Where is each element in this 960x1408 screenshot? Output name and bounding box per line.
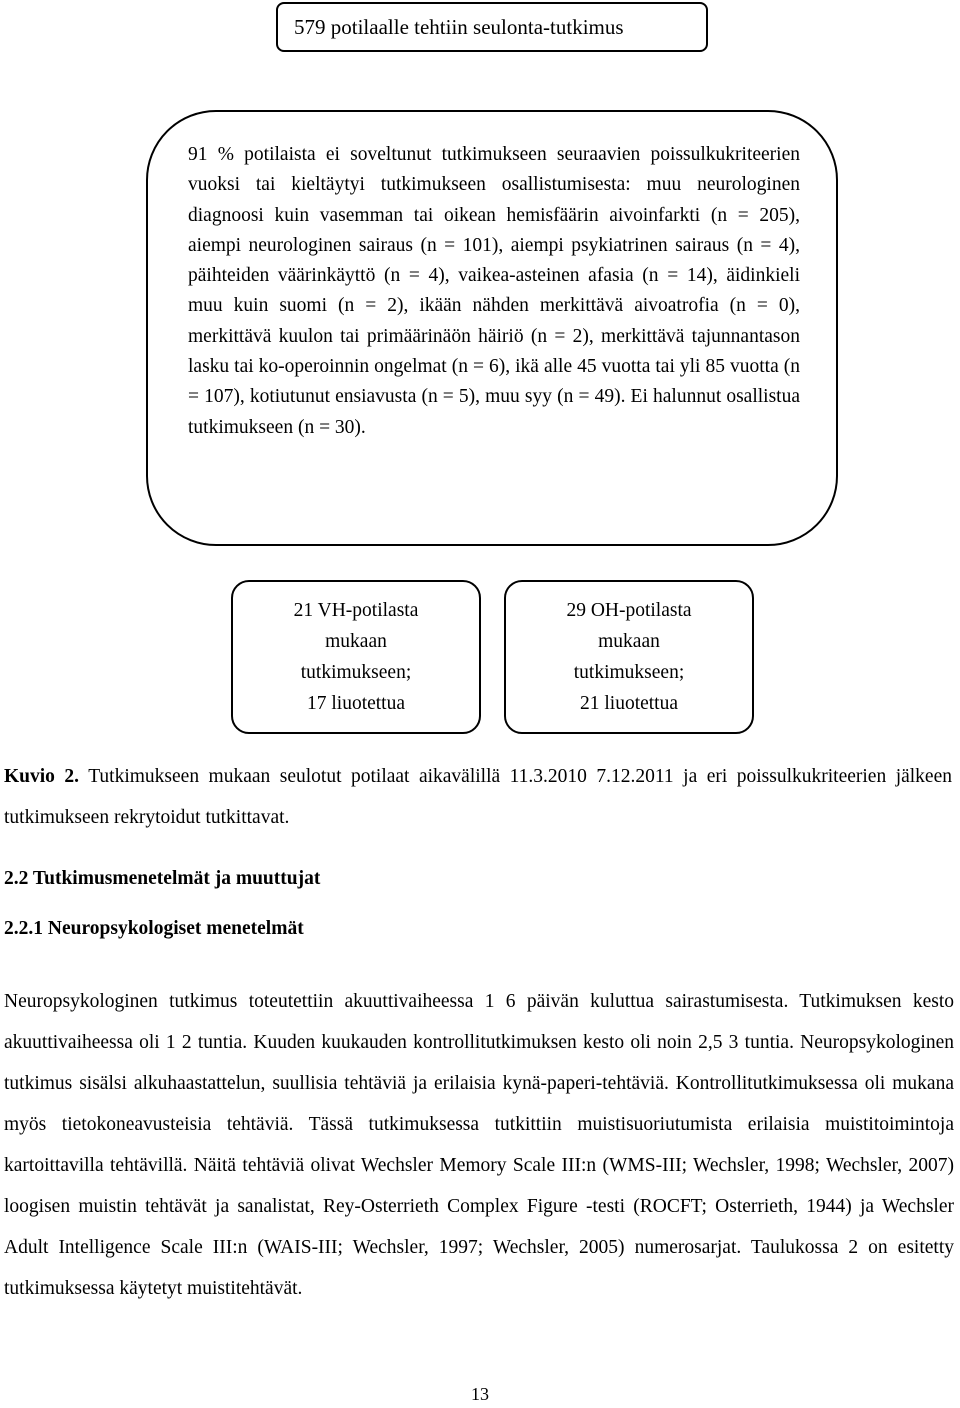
vh-line-3: tutkimukseen; (300, 662, 412, 683)
subsection-heading: 2.2.1 Neuropsykologiset menetelmät (4, 918, 304, 939)
flowchart-screened-box (276, 2, 708, 52)
page-number: 13 (471, 1384, 489, 1404)
screened-text: 579 potilaalle tehtiin seulonta-tutkimus (294, 14, 624, 39)
flowchart-vh-box (231, 580, 481, 734)
caption-label: Kuvio 2. (4, 766, 80, 787)
exclusion-text: 91 % potilaista ei soveltunut tutkimukseen seuraavien poissulkukriteerien vuoksi tai kieltäytyi tutkimukseen osallistumisesta: muu neurologinen diagnoosi kuin vasemman tai oikean hemisfäärin aivoinfarkti (n = 205), aiempi neurologinen sairaus (n = 101), aiempi psykiatrinen sairaus (n = 4), päihteiden väärinkäyttö (n = 4), vaikea-asteinen afasia (n = 14), äidinkieli muu kuin suomi (n = 2), ikään nähden merkittävä aivoatrofia (n = 0), merkittävä kuulon tai primäärinäön häiriö (n = 2), merkittävä tajunnantason lasku tai ko-operoinnin ongelmat (n = 6), ikä alle 45 vuotta tai yli 85 vuotta (n = 107), kotiutunut ensiavusta (n = 5), muu syy (n = 49). Ei halunnut osallistua tutkimukseen (n = 30). (188, 144, 800, 438)
flowchart-exclusion-box (146, 110, 838, 546)
figure-caption (4, 756, 952, 838)
oh-line-2: mukaan (598, 631, 660, 652)
section-heading: 2.2 Tutkimusmenetelmät ja muuttujat (4, 868, 321, 889)
vh-line-1: 21 VH-potilasta (293, 600, 419, 621)
flowchart-oh-box (504, 580, 754, 734)
oh-line-1: 29 OH-potilasta (566, 600, 692, 621)
oh-line-4: 21 liuotettua (579, 693, 679, 714)
caption-text: Tutkimukseen mukaan seulotut potilaat aikavälillä 11.3.2010 7.12.2011 ja eri poissulkukriteerien jälkeen tutkimukseen rekrytoidut tutkittavat. (4, 766, 952, 828)
oh-line-3: tutkimukseen; (573, 662, 685, 683)
vh-line-4: 17 liuotettua (306, 693, 406, 714)
body-paragraph: Neuropsykologinen tutkimus toteutettiin akuuttivaiheessa 1 6 päivän kuluttua sairastumisesta. Tutkimuksen kesto akuuttivaiheessa oli 1 2 tuntia. Kuuden kuukauden kontrollitutkimuksen kesto oli noin 2,5 3 tuntia. Neuropsykologinen tutkimus sisälsi alkuhaastattelun, suullisia tehtäviä ja erilaisia kynä-paperi-tehtäviä. Kontrollitutkimuksessa oli mukana myös tietokoneavusteisia tehtäviä. Tässä tutkimuksessa tutkittiin muistisuoriutumista erilaisia muistitoimintoja kartoittavilla tehtävillä. Näitä tehtäviä olivat Wechsler Memory Scale III:n (WMS-III; Wechsler, 1998; Wechsler, 2007) loogisen muistin tehtävät ja sanalistat, Rey-Osterrieth Complex Figure -testi (ROCFT; Osterrieth, 1944) ja Wechsler Adult Intelligence Scale III:n (WAIS-III; Wechsler, 1997; Wechsler, 2005) numerosarjat. Taulukossa 2 on esitetty tutkimuksessa käytetyt muistitehtävät. (4, 991, 954, 1299)
vh-line-2: mukaan (325, 631, 387, 652)
